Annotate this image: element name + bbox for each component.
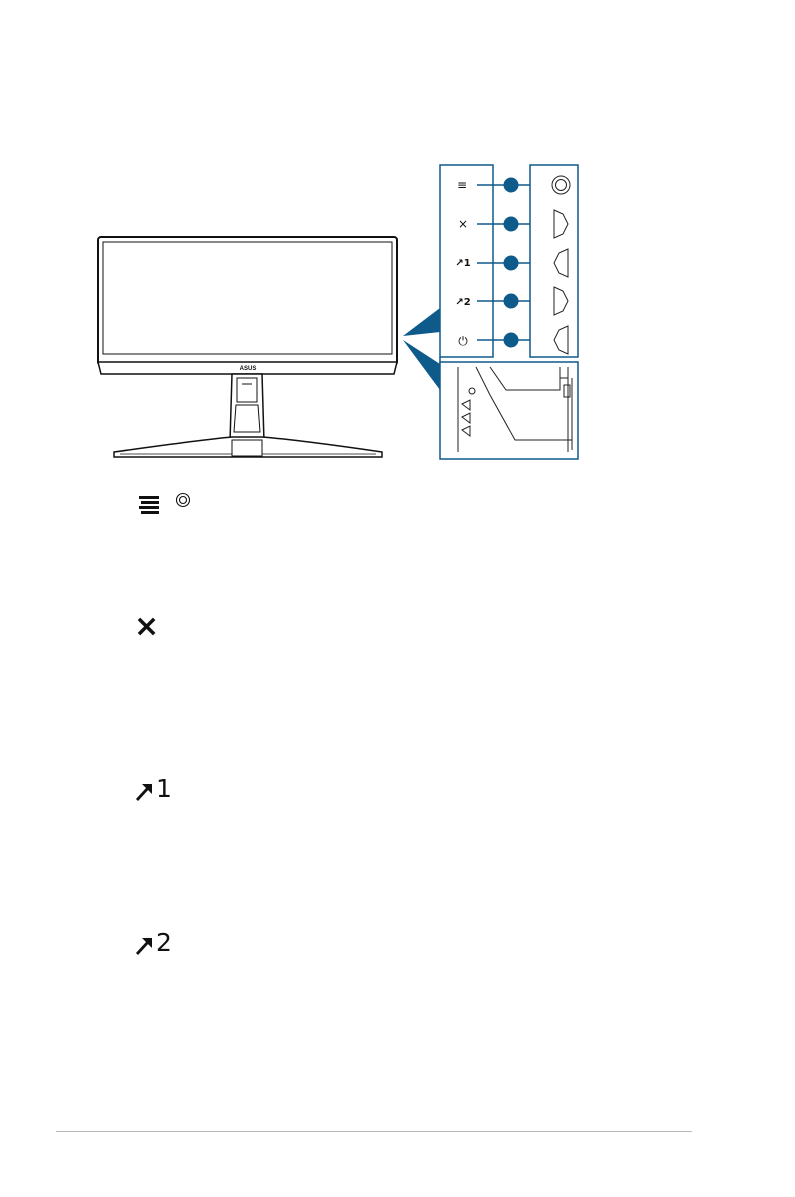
close-icon: × <box>134 609 160 644</box>
label-power-icon: ⏻ <box>458 334 468 348</box>
label-menu-icon: ≡ <box>456 178 468 192</box>
monitor-logo: ASUS <box>239 366 257 372</box>
label-shortcut-2-icon: ↗2 <box>455 297 471 308</box>
callout-dot-4 <box>504 294 519 309</box>
monitor-controls-figure <box>0 0 795 470</box>
key-row-menu <box>130 492 210 522</box>
rear-detail-inset <box>440 362 578 459</box>
label-close-icon: × <box>457 217 469 231</box>
monitor-stand <box>114 374 382 457</box>
callout-dot-1 <box>504 178 519 193</box>
monitor-illustration <box>98 237 397 457</box>
key-row-shortcut-2 <box>130 930 190 960</box>
key-row-close <box>130 609 170 644</box>
shortcut-1-label: 1 <box>156 774 172 803</box>
callout-dot-3 <box>504 256 519 271</box>
label-shortcut-1-icon: ↗1 <box>455 258 471 269</box>
callout-wedge-back <box>403 340 440 390</box>
callout-dot-5 <box>504 333 519 348</box>
callout-dot-2 <box>504 217 519 232</box>
callout-wedge-front <box>403 308 440 336</box>
physical-buttons-panel <box>530 165 578 357</box>
monitor-screen <box>103 242 392 354</box>
joystick-icon <box>175 492 191 508</box>
footer-rule <box>56 1131 692 1132</box>
shortcut-1-arrow-icon <box>134 780 156 802</box>
key-row-shortcut-1 <box>130 776 190 806</box>
shortcut-2-label: 2 <box>156 928 172 957</box>
menu-icon <box>138 494 160 516</box>
shortcut-2-arrow-icon <box>134 934 156 956</box>
